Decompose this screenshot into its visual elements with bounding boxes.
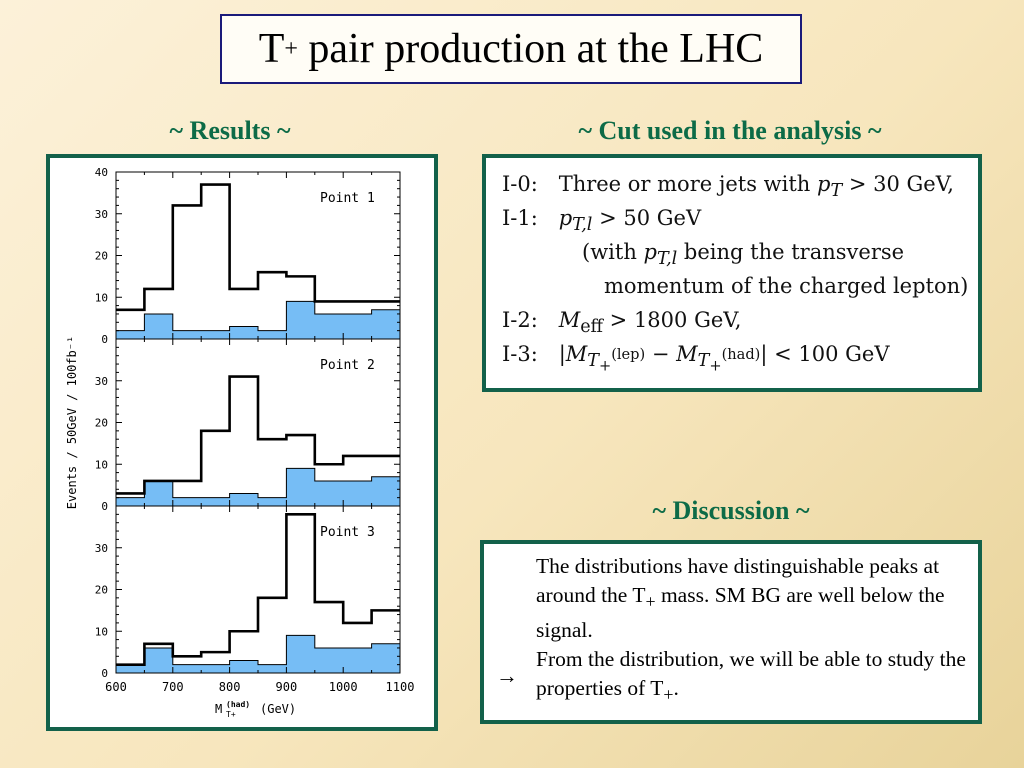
x-axis-label: M: [215, 702, 223, 716]
cut-key: I-1:: [502, 206, 538, 230]
histogram-figure: [50, 158, 434, 727]
discussion-para-2: From the distribution, we will be able to study the properties of $T_+$.: [536, 647, 966, 705]
results-heading: ~ Results ~: [169, 116, 291, 145]
x-axis-unit: (GeV): [260, 702, 297, 716]
cut-key: I-2:: [502, 308, 538, 332]
cuts-heading: ~ Cut used in the analysis ~: [578, 116, 882, 145]
cut-text-i3: $|M_{T_+^{(lep)}} - M_{T_+^{(had)}}| < 100$ GeV: [558, 342, 890, 375]
y-tick-label: 0: [101, 667, 108, 680]
x-tick-label: 600: [105, 680, 127, 694]
x-axis-label-sub: T+: [226, 710, 236, 719]
background-histogram: [116, 635, 400, 673]
cut-key: I-3:: [502, 342, 538, 366]
cut-text-i1: $p_{T,l} > 50$ GeV: [558, 206, 702, 236]
histogram-label: Point 1: [320, 191, 375, 206]
cut-row-i2: [502, 308, 741, 337]
cut-key: I-0:: [502, 172, 538, 196]
y-tick-label: 10: [94, 291, 108, 305]
discussion-panel: [480, 540, 982, 724]
background-histogram: [116, 301, 400, 339]
x-tick-label: 700: [161, 680, 184, 694]
background-histogram: [116, 468, 400, 506]
cut-text-i0: Three or more jets with $p_T > 30$ GeV,: [558, 172, 954, 202]
x-tick-label: 1100: [385, 680, 415, 694]
arrow-icon: →: [496, 663, 518, 688]
slide-title: [220, 14, 802, 84]
title-rest: pair production at the LHC: [297, 26, 764, 72]
y-tick-label: 20: [94, 583, 108, 597]
cut-text-i2: $M_{eff} > 1800$ GeV,: [558, 308, 742, 338]
signal-histogram: [116, 377, 400, 494]
cut-row-i1-note1: (with $p_{T,l}$ being the transverse: [582, 240, 905, 270]
cuts-panel: [482, 154, 982, 392]
y-axis-label: Events / 50GeV / 100fb⁻¹: [65, 335, 79, 510]
y-tick-label: 20: [94, 249, 108, 263]
x-axis-label-sup: (had): [226, 700, 251, 709]
discussion-para-1: The distributions have distinguishable peaks at around the $T_+$ mass. SM BG are well below the signal.: [536, 554, 945, 643]
x-tick-label: 1000: [328, 680, 358, 694]
x-tick-label: 900: [275, 680, 298, 694]
y-tick-label: 0: [101, 500, 108, 513]
histogram-label: Point 2: [320, 358, 375, 373]
cut-row-i3: [502, 342, 890, 375]
y-tick-label: 10: [94, 458, 108, 472]
results-panel: [46, 154, 438, 731]
cut-row-i1-note2: momentum of the charged lepton): [604, 274, 969, 298]
y-tick-label: 10: [94, 625, 108, 639]
histogram-label: Point 3: [320, 525, 375, 540]
y-tick-label: 30: [94, 374, 108, 388]
y-tick-label: 40: [94, 166, 108, 179]
title-main: T: [258, 26, 285, 72]
title-sub: +: [284, 35, 298, 62]
y-tick-label: 30: [94, 541, 108, 555]
discussion-text: [536, 552, 976, 710]
y-tick-label: 30: [94, 207, 108, 221]
y-tick-label: 0: [101, 333, 108, 346]
x-tick-label: 800: [218, 680, 241, 694]
cut-row-i0: [502, 172, 954, 201]
discussion-heading: ~ Discussion ~: [652, 496, 810, 525]
y-tick-label: 20: [94, 416, 108, 430]
cut-row-i1: [502, 206, 701, 235]
